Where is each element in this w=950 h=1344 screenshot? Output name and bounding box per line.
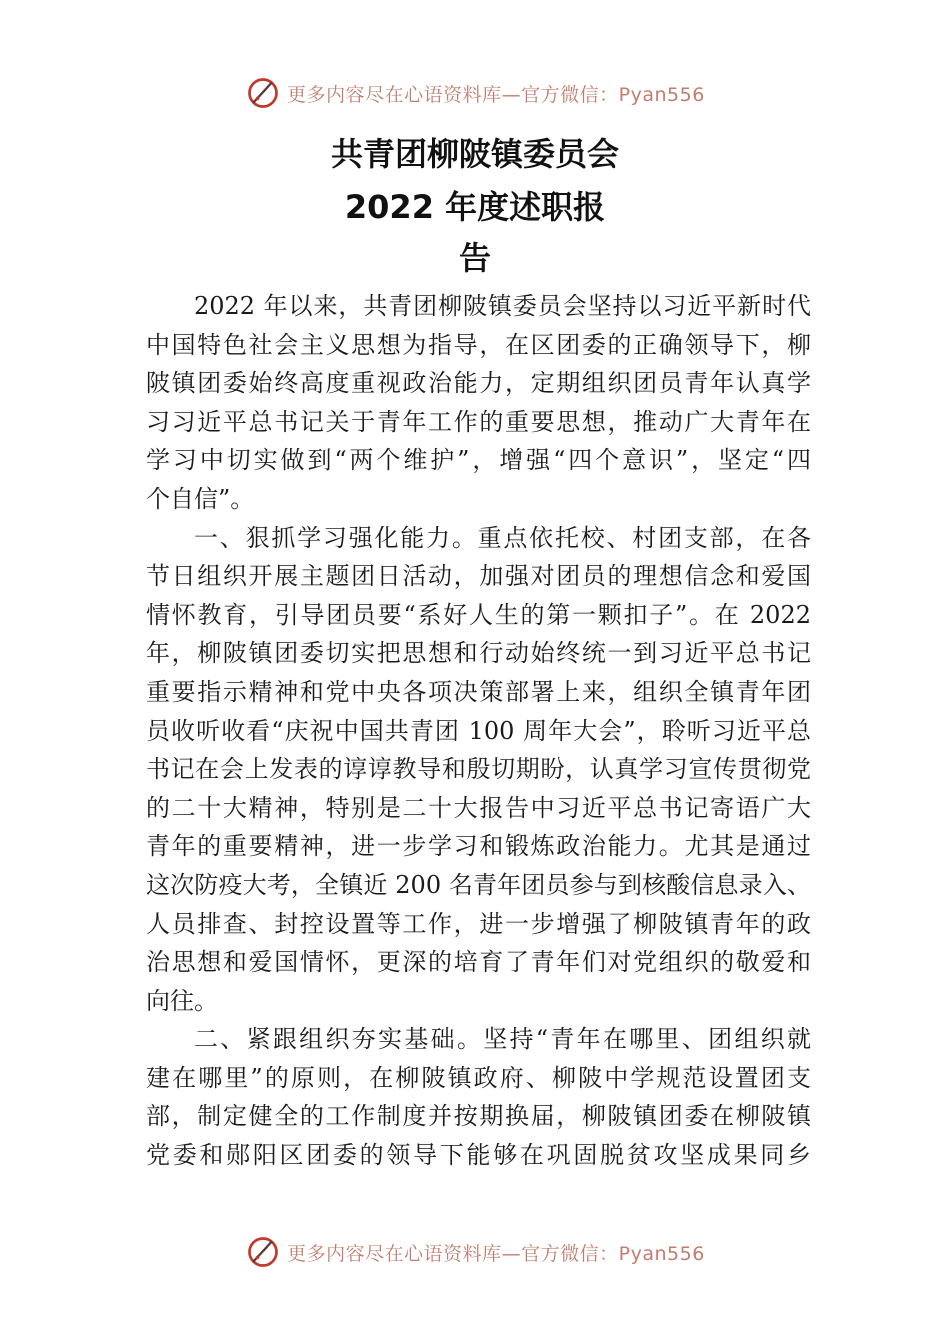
document-title-line-3: 告 <box>458 239 491 277</box>
body-text-line: 学习中切实做到“两个维护”，增强“四个意识”，坚定“四 <box>146 446 811 475</box>
body-text-line: 部，制定健全的工作制度并按期换届，柳陂镇团委在柳陂镇 <box>146 1102 811 1131</box>
body-text-line: 年，柳陂镇团委切实把思想和行动始终统一到习近平总书记 <box>146 639 811 668</box>
body-text-line: 书记在会上发表的谆谆教导和殷切期盼，认真学习宣传贯彻党 <box>146 755 811 784</box>
body-text-line: 二、紧跟组织夯实基础。坚持“青年在哪里、团组织就 <box>194 1025 811 1054</box>
footer-watermark-text: 更多内容尽在心语资料库—官方微信：Pyan556 <box>287 1242 705 1265</box>
footer-watermark-banner <box>0 1232 950 1272</box>
quill-logo-icon <box>245 75 281 111</box>
header-watermark-banner <box>0 73 950 113</box>
body-text-line: 党委和郧阳区团委的领导下能够在巩固脱贫攻坚成果同乡 <box>146 1141 811 1170</box>
body-text-line: 青年的重要精神，进一步学习和锻炼政治能力。尤其是通过 <box>146 832 811 861</box>
body-text-line: 这次防疫大考，全镇近 200 名青年团员参与到核酸信息录入、 <box>146 870 811 899</box>
body-text-line: 2022 年以来，共青团柳陂镇委员会坚持以习近平新时代 <box>194 292 811 320</box>
body-text-line: 一、狠抓学习强化能力。重点依托校、村团支部，在各 <box>194 523 811 552</box>
body-text-line: 向往。 <box>146 986 218 1015</box>
body-text-line: 节日组织开展主题团日活动，加强对团员的理想信念和爱国 <box>146 562 811 591</box>
body-text-line: 建在哪里”的原则，在柳陂镇政府、柳陂中学规范设置团支 <box>146 1063 811 1092</box>
body-text-line: 人员排查、封控设置等工作，进一步增强了柳陂镇青年的政 <box>146 909 811 938</box>
body-text-line: 情怀教育，引导团员要“系好人生的第一颗扣子”。在 2022 <box>146 600 811 629</box>
body-text-line: 员收听收看“庆祝中国共青团 100 周年大会”，聆听习近平总 <box>146 716 811 745</box>
body-text-line: 中国特色社会主义思想为指导，在区团委的正确领导下，柳 <box>146 330 811 359</box>
body-text-line: 治思想和爱国情怀，更深的培育了青年们对党组织的敬爱和 <box>146 948 811 977</box>
document-body <box>146 287 811 1175</box>
document-title-line-1: 共青团柳陂镇委员会 <box>330 135 619 173</box>
body-text-line: 个自信”。 <box>146 484 255 513</box>
body-text-line: 习习近平总书记关于青年工作的重要思想，推动广大青年在 <box>146 407 811 436</box>
document-title-line-2: 2022 年度述职报 <box>344 188 606 226</box>
header-watermark-text: 更多内容尽在心语资料库—官方微信：Pyan556 <box>287 83 705 106</box>
body-text-line: 重要指示精神和党中央各项决策部署上来，组织全镇青年团 <box>146 677 811 706</box>
quill-logo-icon <box>245 1234 281 1270</box>
body-text-line: 陂镇团委始终高度重视政治能力，定期组织团员青年认真学 <box>146 369 811 398</box>
body-text-line: 的二十大精神，特别是二十大报告中习近平总书记寄语广大 <box>146 793 811 822</box>
